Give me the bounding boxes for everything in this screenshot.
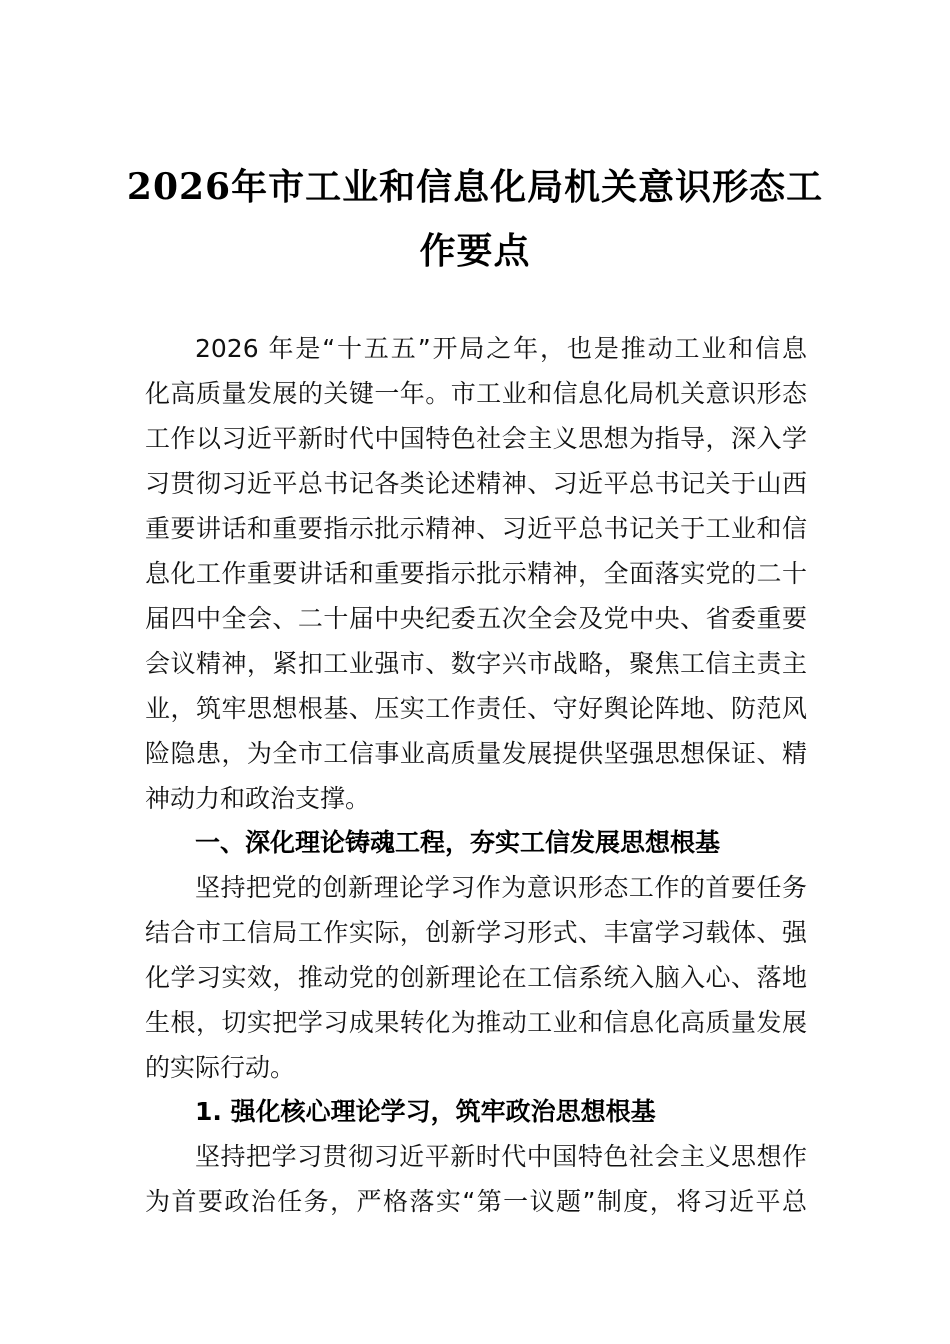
intro-paragraph-line: 神动力和政治支撑。 [145,784,371,813]
intro-paragraph-line: 息化工作重要讲话和重要指示批示精神，全面落实党的二十 [145,559,807,588]
section-1-paragraph-line: 结合市工信局工作实际，创新学习形式、丰富学习载体、强 [145,918,807,947]
intro-paragraph-line: 习贯彻习近平总书记各类论述精神、习近平总书记关于山西 [145,469,807,498]
section-1-paragraph-line: 的实际行动。 [145,1053,296,1082]
intro-paragraph-line: 险隐患，为全市工信事业高质量发展提供坚强思想保证、精 [145,739,807,768]
intro-paragraph-line: 届四中全会、二十届中央纪委五次全会及党中央、省委重要 [145,604,807,633]
intro-paragraph-line: 化高质量发展的关键一年。市工业和信息化局机关意识形态 [145,379,807,408]
section-1-paragraph-line: 坚持把党的创新理论学习作为意识形态工作的首要任务 [195,873,807,902]
document-title-line-1: 2026年市工业和信息化局机关意识形态工 [126,166,824,208]
intro-paragraph-line: 重要讲话和重要指示批示精神、习近平总书记关于工业和信 [145,514,807,543]
document-title-line-2: 作要点 [419,230,531,272]
intro-paragraph-line: 工作以习近平新时代中国特色社会主义思想为指导，深入学 [145,424,807,453]
section-1-paragraph-line: 化学习实效，推动党的创新理论在工信系统入脑入心、落地 [145,963,807,992]
subsection-1-1-paragraph-line: 为首要政治任务，严格落实“第一议题”制度，将习近平总 [145,1187,807,1216]
section-1-paragraph-line: 生根，切实把学习成果转化为推动工业和信息化高质量发展 [145,1008,807,1037]
intro-paragraph-line: 业，筑牢思想根基、压实工作责任、守好舆论阵地、防范风 [145,694,807,723]
section-heading-1: 一、深化理论铸魂工程，夯实工信发展思想根基 [195,828,721,857]
subsection-heading-1-1: 1. 强化核心理论学习，筑牢政治思想根基 [195,1097,656,1126]
intro-paragraph-line: 2026 年是“十五五”开局之年，也是推动工业和信息 [195,334,807,363]
intro-paragraph-line: 会议精神，紧扣工业强市、数字兴市战略，聚焦工信主责主 [145,649,807,678]
subsection-1-1-paragraph-line: 坚持把学习贯彻习近平新时代中国特色社会主义思想作 [195,1142,807,1171]
